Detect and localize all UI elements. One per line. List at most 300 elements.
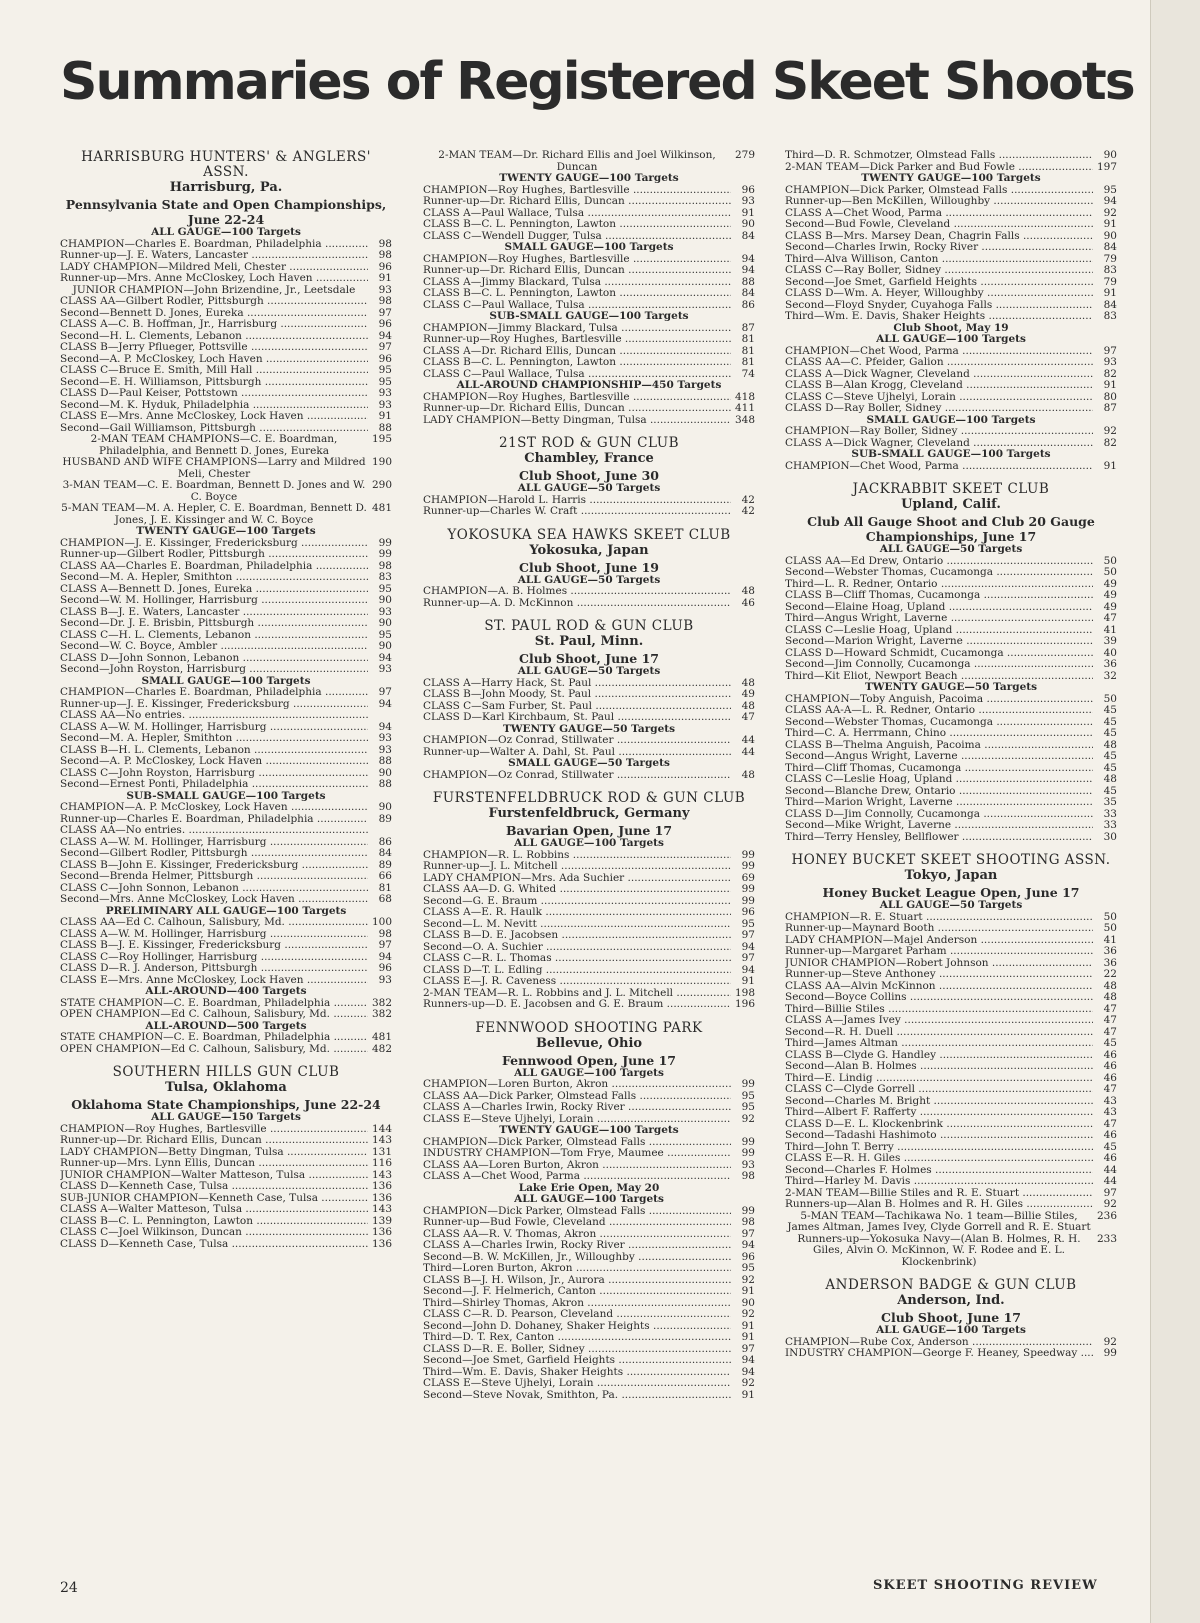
result-score: 90: [741, 218, 755, 230]
result-row: [60, 457, 392, 480]
result-name: Second—A. P. McCloskey, Lock Haven .....: [60, 756, 368, 768]
result-row: [60, 894, 392, 906]
result-name: CLASS A—Dr. Richard Ellis, Duncan .....: [423, 346, 731, 358]
result-name: Third—C. A. Herrmann, Chino .....: [785, 728, 1093, 740]
result-row: [785, 1234, 1117, 1269]
result-name: CLASS B—D. E. Jacobsen .....: [423, 930, 731, 942]
result-name: CLASS B—J. E. Waters, Lancaster .....: [60, 607, 368, 619]
result-row: [785, 380, 1117, 392]
result-score: 92: [1103, 206, 1117, 219]
result-row: [423, 196, 755, 208]
result-name: HUSBAND AND WIFE CHAMPIONS—Larry and Mildred Meli, Chester: [62, 457, 366, 480]
result-name: CHAMPION—A. B. Holmes .....: [423, 586, 731, 598]
result-name: Runner-up—J. L. Mitchell .....: [423, 861, 731, 873]
result-row: [60, 940, 392, 952]
result-score: 36: [1103, 945, 1117, 957]
result-row: [785, 231, 1117, 243]
result-score: 44: [741, 734, 755, 746]
result-row: [423, 1298, 755, 1310]
result-name: Runner-up—Walter A. Dahl, St. Paul .....: [423, 747, 731, 759]
result-score: 86: [741, 298, 755, 311]
result-row: [60, 331, 392, 343]
result-row: [785, 694, 1117, 706]
result-name: CLASS E—Steve Ujhelyi, Lorain .....: [423, 1114, 731, 1126]
result-score: 95: [741, 1101, 755, 1113]
result-name: Second—Joe Smet, Garfield Heights .....: [423, 1355, 731, 1367]
result-score: 95: [378, 364, 392, 376]
result-row: [423, 873, 755, 885]
event-title: Bavarian Open, June 17: [505, 823, 673, 838]
result-row: [423, 208, 755, 220]
result-score: 45: [1103, 1140, 1117, 1153]
result-row: [785, 1119, 1117, 1131]
result-score: 87: [1103, 402, 1117, 414]
result-name: Third—James Altman .....: [785, 1038, 1093, 1050]
result-row: [60, 802, 392, 814]
result-name: Second—Tadashi Hashimoto .....: [785, 1130, 1093, 1142]
result-name: Second—Jim Connolly, Cucamonga .....: [785, 659, 1093, 671]
club-name: JACKRABBIT SKEET CLUB: [852, 481, 1050, 497]
result-name: CHAMPION—Loren Burton, Akron .....: [423, 1079, 731, 1091]
result-row: [423, 403, 755, 415]
result-row: [60, 1170, 392, 1182]
result-name: CLASS C—Wendell Dugger, Tulsa .....: [423, 231, 731, 243]
club-block: [423, 619, 755, 781]
result-row: [60, 1009, 392, 1021]
gauge-heading: ALL GAUGE—50 Targets: [517, 573, 661, 586]
result-row: [785, 659, 1117, 671]
result-score: 411: [734, 402, 755, 414]
result-score: 74: [741, 367, 755, 380]
result-name: Second—Steve Novak, Smithton, Pa. .....: [423, 1390, 731, 1402]
result-name: Second—Ernest Ponti, Philadelphia .....: [60, 779, 368, 791]
result-name: Runner-up—Dr. Richard Ellis, Duncan .....: [60, 1135, 368, 1147]
result-row: [423, 1286, 755, 1298]
result-row: [423, 701, 755, 713]
result-row: [785, 763, 1117, 775]
result-score: 45: [1103, 750, 1117, 762]
result-row: [423, 415, 755, 427]
result-name: CLASS B—C. L. Pennington, Lawton .....: [423, 288, 731, 300]
result-name: CLASS A—James Ivey .....: [785, 1015, 1093, 1027]
result-score: 99: [741, 848, 755, 861]
result-name: JUNIOR CHAMPION—John Brizendine, Jr., Leetsdale: [72, 284, 356, 296]
result-score: 94: [741, 252, 755, 265]
result-score: 98: [378, 249, 392, 261]
result-name: Runner-up—A. D. McKinnon .....: [423, 598, 731, 610]
result-name: CHAMPION—Chet Wood, Parma .....: [785, 346, 1093, 358]
result-name: Second—E. H. Williamson, Pittsburgh .....: [60, 377, 368, 389]
result-row: [423, 1102, 755, 1114]
result-row: [60, 480, 392, 503]
result-row: [60, 952, 392, 964]
result-score: 93: [1103, 356, 1117, 368]
result-name: CLASS C—Roy Hollinger, Harrisburg .....: [60, 952, 368, 964]
result-score: 79: [1103, 252, 1117, 265]
result-name: CLASS A—Chet Wood, Parma .....: [423, 1171, 731, 1183]
result-score: 97: [741, 929, 755, 941]
result-name: CHAMPION—Jimmy Blackard, Tulsa .....: [423, 323, 731, 335]
result-score: 198: [734, 986, 755, 999]
result-name: Runner-up—Charles W. Craft .....: [423, 506, 731, 518]
result-row: [785, 1027, 1117, 1039]
result-score: 482: [371, 1042, 392, 1055]
result-score: 92: [1103, 1198, 1117, 1210]
result-name: Second—Elaine Hoag, Upland .....: [785, 602, 1093, 614]
result-score: 83: [1103, 264, 1117, 276]
result-name: STATE CHAMPION—C. E. Boardman, Philadelphia .....: [60, 1032, 368, 1044]
result-score: 92: [741, 1112, 755, 1125]
result-row: [60, 1124, 392, 1136]
result-score: 84: [1103, 298, 1117, 311]
result-row: [60, 745, 392, 757]
result-score: 47: [741, 711, 755, 723]
result-score: 47: [1103, 1025, 1117, 1038]
result-name: CLASS A—C. B. Hoffman, Jr., Harrisburg .....: [60, 319, 368, 331]
result-name: LADY CHAMPION—Betty Dingman, Tulsa .....: [60, 1147, 368, 1159]
result-row: [60, 296, 392, 308]
result-score: 92: [741, 1273, 755, 1286]
gauge-heading: ALL GAUGE—100 Targets: [151, 226, 301, 238]
result-row: [785, 992, 1117, 1004]
result-row: [423, 1252, 755, 1264]
result-score: 90: [378, 617, 392, 629]
result-score: 50: [1103, 554, 1117, 567]
result-name: CLASS D—Howard Schmidt, Cucamonga .....: [785, 648, 1093, 660]
result-score: 91: [741, 1388, 755, 1401]
result-row: [785, 288, 1117, 300]
gauge-heading: TWENTY GAUGE—100 Targets: [861, 172, 1041, 184]
result-name: Second—M. A. Hepler, Smithton .....: [60, 572, 368, 584]
result-score: 196: [734, 998, 755, 1010]
result-name: CLASS B—C. L. Pennington, Lawton .....: [423, 357, 731, 369]
page-title: Summaries of Registered Skeet Shoots: [60, 52, 1134, 112]
result-score: 90: [378, 801, 392, 813]
result-row: [785, 461, 1117, 473]
result-name: CHAMPION—Rube Cox, Anderson .....: [785, 1337, 1093, 1349]
result-score: 98: [741, 1216, 755, 1228]
result-name: CHAMPION—Roy Hughes, Bartlesville .....: [423, 185, 731, 197]
gauge-heading: SUB-SMALL GAUGE—100 Targets: [489, 310, 689, 322]
result-name: CLASS D—Karl Kirchbaum, St. Paul .....: [423, 712, 731, 724]
result-row: [423, 1229, 755, 1241]
result-row: [423, 1091, 755, 1103]
result-row: [60, 434, 392, 457]
result-score: [368, 825, 392, 837]
club-location: Harrisburg, Pa.: [169, 180, 283, 195]
club-block: [785, 1278, 1117, 1360]
result-row: [423, 1160, 755, 1172]
event-title: Club Shoot, June 17: [881, 1310, 1021, 1325]
result-name: Second—Mrs. Anne McCloskey, Lock Haven .....: [60, 894, 368, 906]
result-name: CLASS AA—Ed Drew, Ontario .....: [785, 556, 1093, 568]
result-name: CLASS D—E. L. Klockenbrink .....: [785, 1119, 1093, 1131]
result-row: [423, 930, 755, 942]
result-row: [785, 277, 1117, 289]
result-row: [60, 1193, 392, 1205]
result-score: 136: [371, 1180, 392, 1192]
gauge-heading: ALL GAUGE—150 Targets: [151, 1111, 301, 1123]
result-row: [785, 265, 1117, 277]
club-name: SOUTHERN HILLS GUN CLUB: [112, 1064, 340, 1080]
result-row: [785, 1348, 1117, 1360]
result-name: Runner-up—J. E. Waters, Lancaster .....: [60, 250, 368, 262]
result-name: Third—Billie Stiles .....: [785, 1004, 1093, 1016]
result-name: Second—Webster Thomas, Cucamonga .....: [785, 567, 1093, 579]
event-title: Club Shoot, June 30: [519, 468, 659, 483]
result-row: [785, 150, 1117, 162]
result-score: 96: [378, 318, 392, 330]
result-score: 91: [1103, 218, 1117, 230]
result-row: [785, 219, 1117, 231]
result-name: CHAMPION—Ray Boller, Sidney .....: [785, 426, 1093, 438]
result-score: 84: [1103, 241, 1117, 253]
result-score: 93: [378, 663, 392, 675]
result-score: 49: [1103, 577, 1117, 590]
result-row: [423, 1275, 755, 1287]
result-name: Third—John T. Berry .....: [785, 1142, 1093, 1154]
result-row: [785, 254, 1117, 266]
result-name: Runners-up—D. E. Jacobsen and G. E. Braum .....: [423, 999, 731, 1011]
gauge-heading: ALL GAUGE—100 Targets: [514, 1066, 664, 1079]
event-title: Oklahoma State Championships, June 22-24: [71, 1097, 381, 1112]
club-block: [423, 528, 755, 610]
result-name: CLASS AA—Loren Burton, Akron .....: [423, 1160, 731, 1172]
result-score: 48: [1103, 773, 1117, 785]
result-name: Runner-up—Charles E. Boardman, Philadelphia .....: [60, 814, 368, 826]
result-row: [60, 308, 392, 320]
result-row: [785, 311, 1117, 323]
result-row: [785, 403, 1117, 415]
result-name: Runner-up—Steve Anthoney .....: [785, 969, 1093, 981]
result-row: [60, 848, 392, 860]
result-row: [423, 1206, 755, 1218]
result-name: Second—M. K. Hyduk, Philadelphia .....: [60, 400, 368, 412]
result-row: [60, 618, 392, 630]
result-score: 92: [1103, 1335, 1117, 1348]
result-name: Third—D. T. Rex, Canton .....: [423, 1332, 731, 1344]
result-row: [423, 735, 755, 747]
result-name: CLASS AA—No entries. .....: [60, 825, 368, 837]
result-score: 45: [1103, 761, 1117, 774]
result-row: [60, 388, 392, 400]
result-score: 481: [371, 502, 392, 514]
result-score: 95: [741, 1089, 755, 1102]
result-row: [423, 689, 755, 701]
result-score: 94: [378, 720, 392, 733]
result-name: CLASS A—W. M. Hollinger, Harrisburg .....: [60, 837, 368, 849]
result-name: INDUSTRY CHAMPION—Tom Frye, Maumee .....: [423, 1148, 731, 1160]
result-score: 48: [741, 768, 755, 781]
result-score: 93: [741, 195, 755, 207]
event-title: Club Shoot, June 17: [519, 651, 659, 666]
result-score: 30: [1103, 830, 1117, 843]
result-row: [785, 1199, 1117, 1211]
result-name: Second—L. M. Nevitt .....: [423, 919, 731, 931]
result-score: 45: [1103, 784, 1117, 797]
result-name: CLASS AA—No entries. .....: [60, 710, 368, 722]
result-score: 48: [1103, 991, 1117, 1003]
result-name: CLASS C—John Sonnon, Lebanon .....: [60, 883, 368, 895]
result-row: [785, 208, 1117, 220]
result-name: Runner-up—Mrs. Lynn Ellis, Duncan .....: [60, 1158, 368, 1170]
result-name: Second—Angus Wright, Laverne .....: [785, 751, 1093, 763]
result-score: 40: [1103, 646, 1117, 659]
result-row: [60, 342, 392, 354]
result-name: INDUSTRY CHAMPION—George F. Heaney, Speedway .....: [785, 1348, 1093, 1360]
result-name: CHAMPION—Harold L. Harris .....: [423, 495, 731, 507]
result-row: [423, 1309, 755, 1321]
result-row: [423, 884, 755, 896]
result-name: CHAMPION—Roy Hughes, Bartlesville .....: [60, 1124, 368, 1136]
result-name: Second—W. M. Hollinger, Harrisburg .....: [60, 595, 368, 607]
result-row: [60, 883, 392, 895]
result-name: CLASS D—R. J. Anderson, Pittsburgh .....: [60, 963, 368, 975]
result-row: [60, 929, 392, 941]
result-name: CLASS A—Dick Wagner, Cleveland .....: [785, 369, 1093, 381]
result-name: CLASS C—Leslie Hoag, Upland .....: [785, 774, 1093, 786]
result-name: OPEN CHAMPION—Ed C. Calhoun, Salisbury, Md. .....: [60, 1044, 368, 1056]
result-name: Third—Alva Willison, Canton .....: [785, 254, 1093, 266]
club-name: FURSTENFELDBRUCK ROD & GUN CLUB: [432, 790, 746, 806]
result-row: [60, 239, 392, 251]
result-name: Second—M. A. Hepler, Smithton .....: [60, 733, 368, 745]
result-name: CLASS B—C. L. Pennington, Lawton .....: [60, 1216, 368, 1228]
result-row: [423, 586, 755, 598]
result-name: CHAMPION—Chet Wood, Parma .....: [785, 461, 1093, 473]
result-score: 91: [378, 272, 392, 284]
club-location: Tulsa, Oklahoma: [165, 1080, 287, 1095]
result-row: [785, 705, 1117, 717]
result-score: 99: [741, 1147, 755, 1159]
club-block: [60, 1065, 392, 1250]
result-row: [60, 549, 392, 561]
result-row: [423, 1137, 755, 1149]
result-row: [60, 860, 392, 872]
result-row: [423, 953, 755, 965]
result-row: [785, 1165, 1117, 1177]
result-score: 33: [1103, 807, 1117, 820]
result-score: 50: [1103, 566, 1117, 578]
gauge-heading: PRELIMINARY ALL GAUGE—100 Targets: [105, 904, 347, 917]
result-name: Runners-up—Yokosuka Navy—(Alan B. Holmes, R. H. Giles, Alvin O. McKinnon, W. F. Rodee and E. L. Klockenbrink): [797, 1233, 1081, 1268]
result-name: Second—Marion Wright, Laverne .....: [785, 636, 1093, 648]
result-name: Second—Gail Williamson, Pittsburgh .....: [60, 423, 368, 435]
result-name: JUNIOR CHAMPION—Walter Matteson, Tulsa .....: [60, 1170, 368, 1182]
result-row: [785, 426, 1117, 438]
result-score: 44: [741, 745, 755, 758]
result-row: [785, 717, 1117, 729]
result-score: 96: [741, 1250, 755, 1263]
column-1: [60, 140, 392, 1250]
result-name: Runner-up—Gilbert Rodler, Pittsburgh .....: [60, 549, 368, 561]
result-name: Third—Cliff Thomas, Cucamonga .....: [785, 763, 1093, 775]
result-score: 45: [1103, 727, 1117, 739]
result-score: 35: [1103, 796, 1117, 808]
result-name: Runner-up—Mrs. Anne McCloskey, Loch Haven .....: [60, 273, 368, 285]
result-name: CHAMPION—R. L. Robbins .....: [423, 850, 731, 862]
result-score: 94: [378, 329, 392, 342]
result-row: [423, 598, 755, 610]
gauge-heading: TWENTY GAUGE—100 Targets: [499, 1124, 679, 1136]
result-name: Second—Bennett D. Jones, Eureka .....: [60, 308, 368, 320]
club-location: Furstenfeldbruck, Germany: [488, 806, 690, 821]
event-title: Fennwood Open, June 17: [501, 1052, 676, 1068]
result-row: [60, 1216, 392, 1228]
result-row: [785, 613, 1117, 625]
result-name: CLASS B—Mrs. Marsey Dean, Chagrin Falls .....: [785, 231, 1093, 243]
gauge-heading: ALL GAUGE—50 Targets: [879, 899, 1023, 911]
result-score: 45: [1103, 704, 1117, 716]
result-score: 94: [1103, 195, 1117, 207]
result-score: 97: [741, 952, 755, 964]
result-name: Third—Terry Hensley, Bellflower .....: [785, 832, 1093, 844]
result-row: [60, 1181, 392, 1193]
club-location: Bellevue, Ohio: [535, 1035, 643, 1051]
result-row: [60, 871, 392, 883]
result-name: CHAMPION—Roy Hughes, Bartlesville .....: [423, 254, 731, 266]
result-name: CLASS D—R. E. Boller, Sidney .....: [423, 1344, 731, 1356]
result-row: [60, 607, 392, 619]
result-row: [60, 1227, 392, 1239]
result-row: [423, 1263, 755, 1275]
result-name: Second—Joe Smet, Garfield Heights .....: [785, 277, 1093, 289]
result-score: 136: [371, 1237, 392, 1250]
gauge-heading: ALL GAUGE—50 Targets: [517, 665, 661, 677]
result-row: [423, 850, 755, 862]
result-row: [423, 976, 755, 988]
result-score: 92: [741, 1377, 755, 1389]
result-name: CLASS C—Ray Boller, Sidney .....: [785, 265, 1093, 277]
result-name: CLASS E—Mrs. Anne McCloskey, Lock Haven .....: [60, 975, 368, 987]
result-score: 45: [1103, 715, 1117, 728]
event-title: Club Shoot, June 19: [519, 559, 659, 575]
club-location: Anderson, Ind.: [897, 1293, 1005, 1308]
event-title: Pennsylvania State and Open Championships, June 22-24: [65, 197, 387, 227]
result-row: [423, 185, 755, 197]
result-row: [60, 814, 392, 826]
result-score: 95: [1103, 183, 1117, 196]
result-score: 32: [1103, 669, 1117, 682]
result-name: CLASS AA—Ed C. Calhoun, Salisbury, Md. .....: [60, 917, 368, 929]
result-score: 48: [1103, 979, 1117, 992]
result-name: CLASS C—Leslie Hoag, Upland .....: [785, 625, 1093, 637]
result-name: CHAMPION—Dick Parker, Olmstead Falls .....: [423, 1206, 731, 1218]
result-row: [785, 820, 1117, 832]
result-score: 98: [741, 1170, 755, 1182]
result-score: 131: [371, 1145, 392, 1158]
gauge-heading: ALL-AROUND—400 Targets: [145, 985, 307, 997]
result-name: CLASS B—John Moody, St. Paul .....: [423, 689, 731, 701]
result-score: 98: [378, 295, 392, 307]
result-row: [423, 288, 755, 300]
result-row: [785, 1142, 1117, 1154]
result-name: CHAMPION—A. P. McCloskey, Lock Haven .....: [60, 802, 368, 814]
result-score: 91: [741, 206, 755, 219]
result-score: 116: [371, 1157, 392, 1169]
result-score: 91: [741, 1319, 755, 1332]
result-name: CHAMPION—Roy Hughes, Bartlesville .....: [423, 392, 731, 404]
result-row: [785, 369, 1117, 381]
result-row: [785, 300, 1117, 312]
result-score: 49: [1103, 600, 1117, 613]
result-row: [423, 942, 755, 954]
result-name: Second—John D. Dohaney, Shaker Heights .....: [423, 1321, 731, 1333]
result-score: 90: [1103, 229, 1117, 242]
result-score: 96: [741, 906, 755, 918]
page-number: 24: [60, 1580, 78, 1596]
result-row: [785, 1015, 1117, 1027]
